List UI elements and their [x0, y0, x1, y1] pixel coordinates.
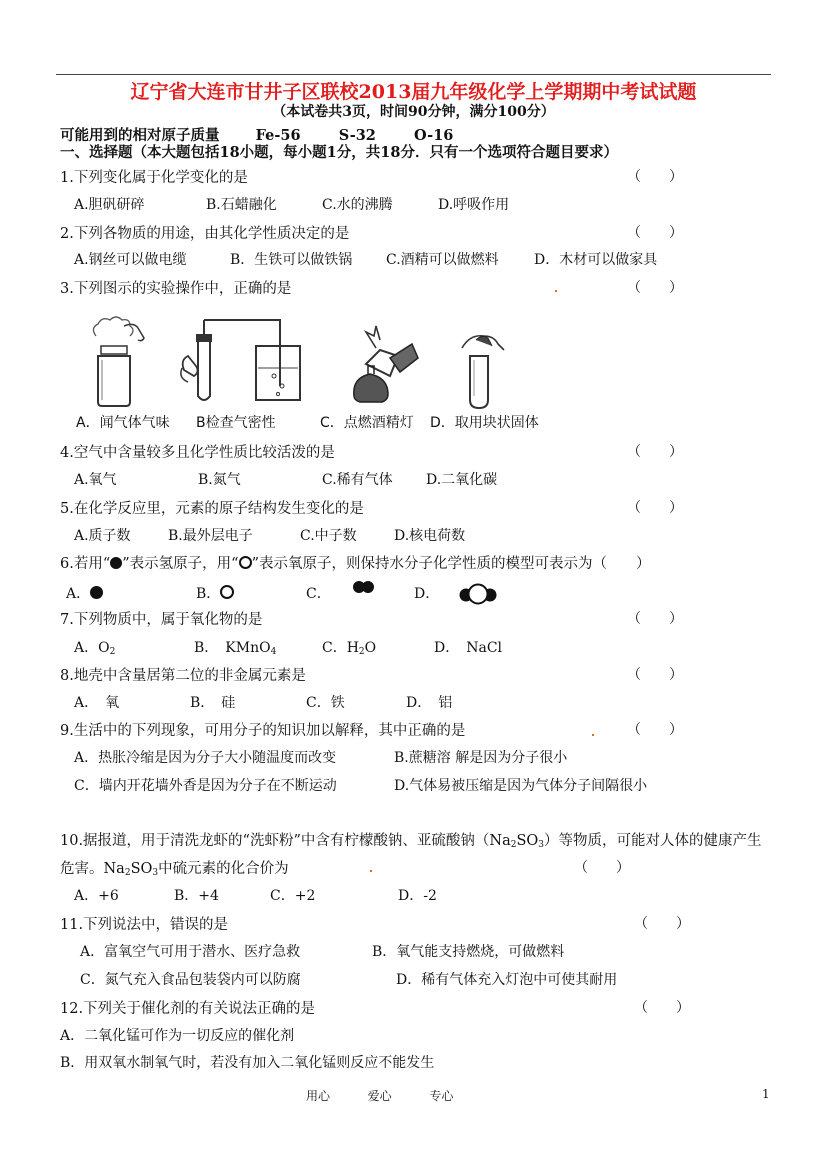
q10-option-d[interactable]: D．-2: [398, 888, 437, 904]
q10-option-b[interactable]: B．+4: [174, 888, 219, 904]
q11-option-d[interactable]: D．稀有气体充入灯泡中可使其耐用: [396, 972, 618, 988]
q7-option-a-sub: 2: [109, 647, 116, 657]
q3-option-d[interactable]: D．取用块状固体: [430, 415, 539, 431]
q3-figure-b-airtightness[interactable]: [176, 306, 316, 408]
q5-answer-blank[interactable]: （ ）: [627, 500, 683, 516]
section-heading: 一、选择题（本大题包括18小题，每小题1分，共18分．只有一个选项符合题目要求）: [60, 144, 618, 161]
q9-option-b[interactable]: B.蔗糖溶 解是因为分子很小: [394, 750, 568, 766]
hydrogen-atom-icon: [110, 557, 122, 569]
atomic-mass-fe: Fe-56: [255, 127, 301, 144]
q10-line2-sub1: 2: [124, 868, 131, 878]
oxygen-atom-icon: [239, 556, 252, 569]
q2-option-d[interactable]: D．木材可以做家具: [534, 252, 658, 268]
q11-option-a[interactable]: A．富氧空气可用于潜水、医疗急救: [80, 944, 301, 960]
q4-option-b[interactable]: B.氮气: [198, 472, 241, 488]
atomic-mass-s: S-32: [338, 127, 376, 144]
exam-subtitle: （本试卷共3页，时间90分钟，满分100分）: [272, 104, 555, 120]
q12-option-b[interactable]: B．用双氧水制氧气时，若没有加入二氧化锰则反应不能发生: [60, 1055, 435, 1071]
q7-option-a[interactable]: [74, 637, 115, 657]
q6-model-b-icon: [220, 585, 234, 599]
top-rule: [56, 74, 771, 75]
q7-option-b[interactable]: [194, 637, 276, 657]
q1-option-b[interactable]: B.石蜡融化: [206, 197, 277, 213]
q6-option-d-label: D．: [414, 586, 440, 602]
q10-line1-mid: SO: [516, 833, 539, 849]
stray-dot: [592, 734, 594, 736]
exam-title: 辽宁省大连市甘井子区联校2013届九年级化学上学期期中考试试题: [130, 81, 697, 103]
q12-stem: 12.下列关于催化剂的有关说法正确的是: [60, 1001, 316, 1017]
q9-stem: 9.生活中的下列现象，可用分子的知识加以解释，其中正确的是: [60, 723, 466, 739]
q8-option-a[interactable]: A． 氧: [74, 695, 120, 711]
q6-option-a[interactable]: [66, 583, 103, 603]
q10-line2-mid: SO: [130, 861, 153, 877]
q10-option-c[interactable]: C．+2: [270, 888, 316, 904]
q9-option-d[interactable]: D.气体易被压缩是因为气体分子间隔很小: [394, 778, 648, 794]
q4-stem: 4.空气中含量较多且化学性质比较活泼的是: [60, 445, 335, 461]
q4-answer-blank[interactable]: （ ）: [627, 444, 683, 460]
q7-option-c-text: C．H: [322, 640, 359, 656]
q12-option-a[interactable]: A．二氧化锰可作为一切反应的催化剂: [60, 1028, 295, 1044]
q3-answer-blank[interactable]: （ ）: [627, 280, 683, 296]
q2-option-a[interactable]: A.钢丝可以做电缆: [74, 252, 187, 268]
q1-option-a[interactable]: A.胆矾研碎: [74, 197, 145, 213]
q10-stem-line1: [60, 829, 762, 850]
q6-option-b[interactable]: [196, 583, 234, 603]
q6-option-c-label: C．: [306, 586, 331, 602]
q7-answer-blank[interactable]: （ ）: [627, 611, 683, 627]
q8-answer-blank[interactable]: （ ）: [627, 667, 683, 683]
q5-option-d[interactable]: D.核电荷数: [394, 528, 466, 544]
q6-stem: [60, 552, 651, 573]
q7-option-c[interactable]: [322, 637, 376, 657]
q10-line2-sub2: 3: [152, 868, 159, 878]
q3-stem: 3.下列图示的实验操作中，正确的是: [60, 281, 292, 297]
stray-dot: [370, 870, 372, 872]
q5-option-a[interactable]: A.质子数: [74, 528, 131, 544]
q5-option-c[interactable]: C.中子数: [300, 528, 357, 544]
q3-option-a[interactable]: A．闻气体气味: [76, 415, 170, 431]
q6-option-a-label: A．: [66, 586, 91, 602]
q11-option-b[interactable]: B．氧气能支持燃烧，可做燃料: [372, 944, 565, 960]
q1-answer-blank[interactable]: （ ）: [627, 169, 683, 185]
q4-option-d[interactable]: D.二氧化碳: [426, 472, 498, 488]
q7-option-d[interactable]: D． NaCl: [434, 640, 503, 656]
q10-option-a[interactable]: A．+6: [74, 888, 119, 904]
q3-figure-a-smelling[interactable]: [86, 316, 156, 408]
q1-option-d[interactable]: D.呼吸作用: [438, 197, 510, 213]
q10-line1-sub1: 2: [510, 840, 517, 850]
q6-option-c[interactable]: [306, 583, 331, 603]
footer-word-2: 爱心: [367, 1089, 392, 1103]
q4-option-a[interactable]: A.氧气: [74, 472, 117, 488]
q3-figure-c-lighting-lamp[interactable]: [346, 318, 420, 408]
q8-option-d[interactable]: D． 铝: [406, 695, 453, 711]
q5-option-b[interactable]: B.最外层电子: [168, 528, 253, 544]
page-number: 1: [762, 1087, 770, 1101]
q1-option-c[interactable]: C.水的沸腾: [322, 197, 393, 213]
q3-option-c[interactable]: C．点燃酒精灯: [320, 415, 414, 431]
footer-word-3: 专心: [429, 1089, 454, 1103]
q8-option-b[interactable]: B． 硅: [190, 695, 236, 711]
q6-model-a-icon: [90, 586, 103, 599]
q8-stem: 8.地壳中含量居第二位的非金属元素是: [60, 668, 306, 684]
q6-option-b-label: B．: [196, 586, 221, 602]
footer-word-1: 用心: [306, 1089, 331, 1103]
q6-stem-pre: 6.若用“: [60, 556, 111, 572]
q6-option-d[interactable]: [414, 583, 439, 603]
q7-option-c-text-end: O: [364, 640, 377, 656]
atomic-mass-o: O-16: [414, 127, 454, 144]
q6-model-c-icon: [352, 580, 376, 594]
q11-option-c[interactable]: C．氮气充入食品包装袋内可以防腐: [80, 972, 301, 988]
q3-figure-d-solid-sampling[interactable]: [456, 330, 512, 410]
q3-option-b[interactable]: B检查气密性: [196, 415, 276, 431]
q10-line2-pre: 危害。Na: [60, 861, 125, 877]
q4-option-c[interactable]: C.稀有气体: [322, 472, 393, 488]
q6-stem-post: ”表示氧原子，则保持水分子化学性质的模型可表示为（ ）: [251, 556, 651, 572]
q7-option-b-sub: 4: [270, 647, 277, 657]
q7-option-b-text: B． KMnO: [194, 640, 271, 656]
q10-line1-pre: 10.据报道，用于清洗龙虾的“洗虾粉”中含有柠檬酸钠、亚硫酸钠（Na: [60, 833, 511, 849]
q2-answer-blank[interactable]: （ ）: [627, 225, 683, 241]
q10-line2-post: 中硫元素的化合价为: [158, 861, 289, 877]
q9-answer-blank[interactable]: （ ）: [627, 722, 683, 738]
q7-stem: 7.下列物质中，属于氧化物的是: [60, 612, 263, 628]
q7-option-c-sub: 2: [358, 647, 365, 657]
q7-option-a-text: A．O: [74, 640, 110, 656]
q9-option-a[interactable]: A．热胀冷缩是因为分子大小随温度而改变: [74, 750, 337, 766]
q2-option-b[interactable]: B．生铁可以做铁锅: [230, 252, 353, 268]
q11-stem: 11.下列说法中，错误的是: [60, 917, 229, 933]
stray-dot: [555, 290, 557, 292]
q1-stem: 1.下列变化属于化学变化的是: [60, 170, 248, 186]
q8-option-c[interactable]: C．铁: [306, 695, 345, 711]
q11-answer-blank[interactable]: （ ）: [634, 916, 690, 932]
q9-option-c[interactable]: C．墙内开花墙外香是因为分子在不断运动: [74, 778, 337, 794]
q10-answer-blank[interactable]: （ ）: [574, 860, 630, 876]
atomic-mass-label: 可能用到的相对原子质量: [60, 127, 220, 144]
q10-line1-sub2: 3: [538, 840, 545, 850]
q6-stem-mid: ”表示氢原子，用“: [122, 556, 239, 572]
q6-model-d-icon: [458, 583, 498, 605]
footer-motto: [306, 1087, 453, 1104]
q2-option-c[interactable]: C.酒精可以做燃料: [386, 252, 499, 268]
q2-stem: 2.下列各物质的用途，由其化学性质决定的是: [60, 226, 350, 242]
q12-answer-blank[interactable]: （ ）: [634, 1000, 690, 1016]
q5-stem: 5.在化学反应里，元素的原子结构发生变化的是: [60, 501, 364, 517]
q10-stem-line2: [60, 857, 289, 878]
q10-line1-post: ）等物质，可能对人体的健康产生: [544, 833, 762, 849]
